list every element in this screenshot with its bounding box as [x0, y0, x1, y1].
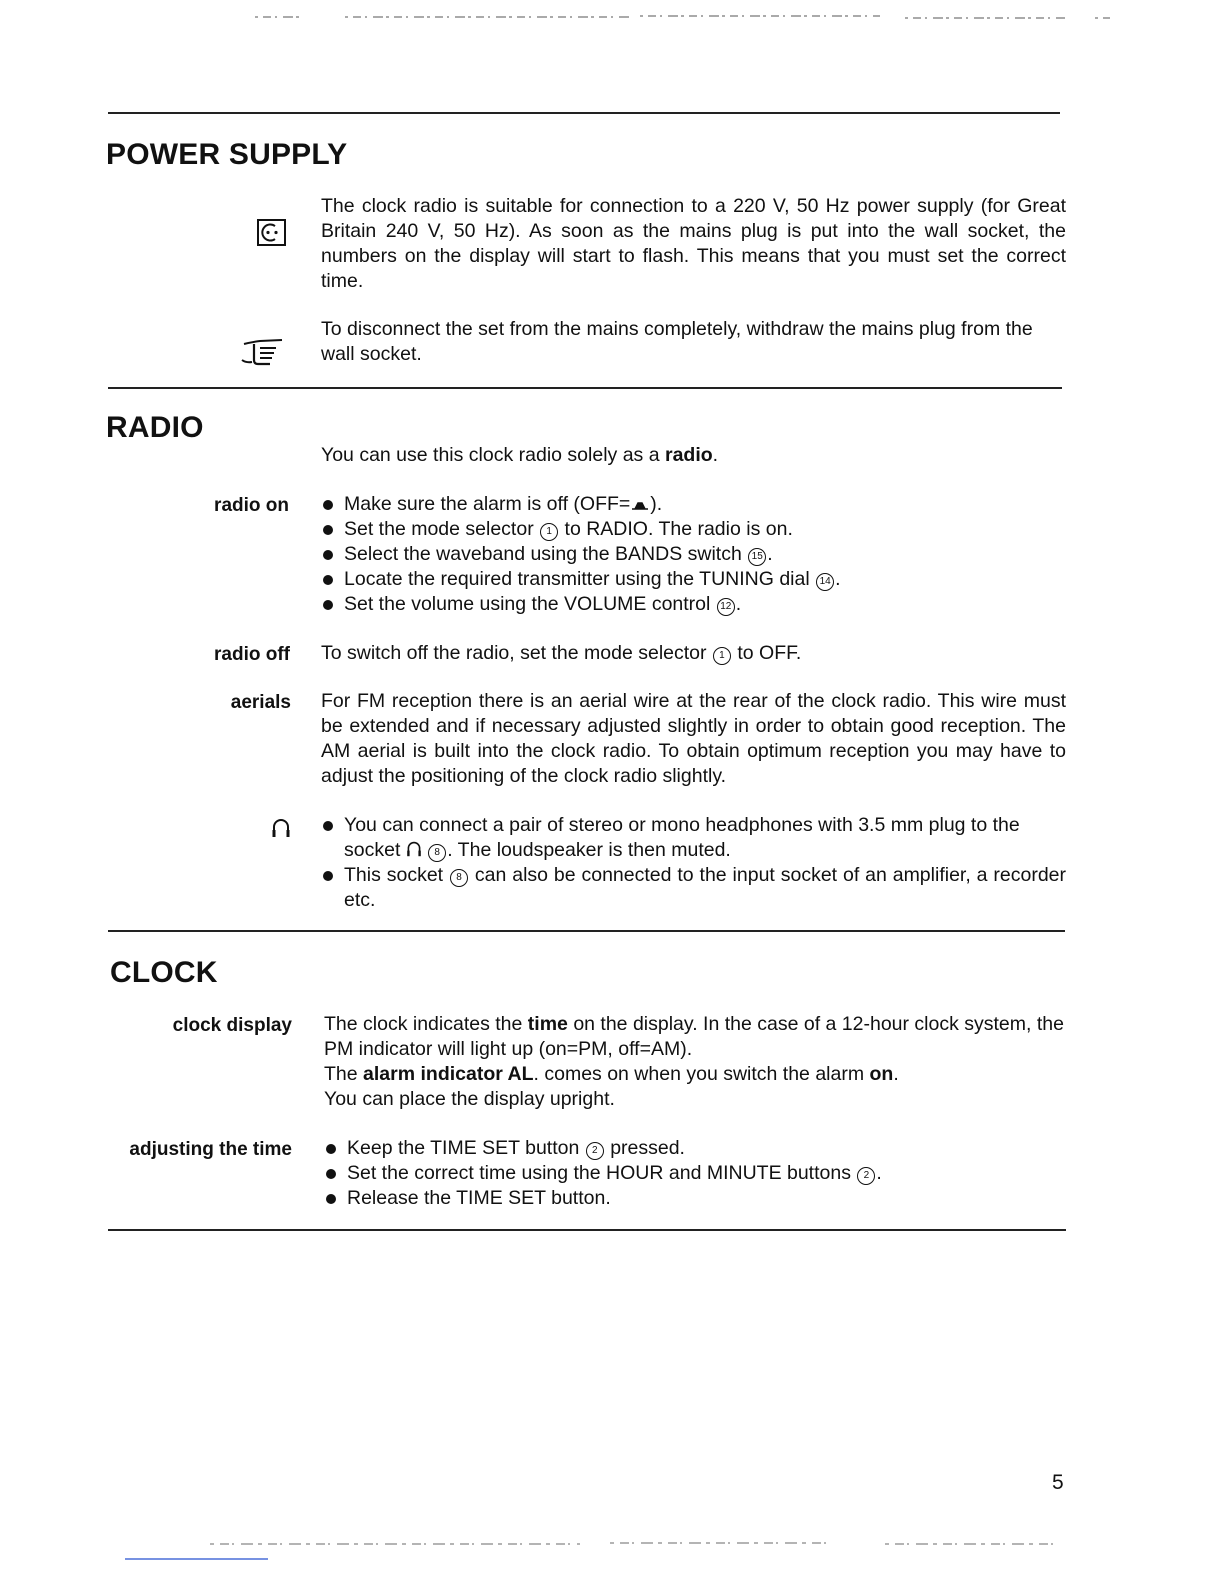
page-number: 5	[1052, 1471, 1064, 1494]
power-paragraph	[321, 194, 1066, 294]
radio-intro	[321, 443, 1066, 468]
clock-text: . comes on when you switch the alarm	[533, 1063, 865, 1085]
scan-noise-top	[0, 12, 1224, 22]
aerials-label: aerials	[230, 692, 291, 713]
headphone-steps	[321, 813, 1066, 913]
control-number: 8	[450, 869, 468, 887]
step-text-end: ).	[650, 493, 663, 515]
socket-step-text: This socket	[344, 864, 444, 886]
list-item	[321, 492, 1066, 517]
step-text-end: to RADIO. The radio is on.	[564, 518, 793, 540]
radio-intro-text: You can use this clock radio solely as a	[321, 444, 660, 466]
list-item	[321, 863, 1066, 913]
step-text: Set the correct time using the HOUR and MINUTE buttons	[347, 1162, 851, 1184]
control-number: 1	[713, 647, 731, 665]
power-connection-text: The clock radio is suitable for connection to a 220 V, 50 Hz power supply (for Great Britain 240 V, 50 Hz). As soon as the mains plug is put into the wall socket, the numbers on the display will start to flash. This means that you must set the correct time.	[321, 195, 1066, 292]
control-number: 2	[586, 1142, 604, 1160]
control-number: 15	[748, 548, 766, 566]
list-item	[321, 813, 1066, 863]
radio-off-post: to OFF.	[737, 642, 802, 664]
headphones-icon	[271, 817, 291, 839]
list-item	[324, 1186, 1066, 1211]
step-text: Release the TIME SET button.	[347, 1187, 611, 1209]
power-supply-heading: POWER SUPPLY	[106, 138, 348, 171]
clock-text: The	[324, 1063, 358, 1085]
step-text-end: .	[735, 593, 742, 615]
clock-heading: CLOCK	[110, 956, 218, 989]
power-disconnect	[321, 317, 1066, 367]
radio-intro-period: .	[712, 444, 719, 466]
step-text: Make sure the alarm is off (OFF=	[344, 493, 631, 515]
step-text: Locate the required transmitter using the TUNING dial	[344, 568, 810, 590]
clock-display-text	[324, 1012, 1066, 1112]
step-text-end: .	[876, 1162, 882, 1184]
clock-emphasis: alarm indicator AL	[363, 1063, 534, 1085]
list-item	[324, 1161, 1066, 1186]
clock-text: .	[893, 1063, 899, 1085]
clock-text: on the display. In the case of a 12-hour clock system, the PM indicator will light up (on=PM, off=AM).	[324, 1013, 1064, 1060]
step-text-end: .	[835, 568, 841, 590]
section-rule	[108, 1229, 1066, 1231]
power-disconnect-text: To disconnect the set from the mains completely, withdraw the mains plug from the wall socket.	[321, 318, 1033, 365]
step-text-end: pressed.	[610, 1137, 685, 1159]
control-number: 1	[540, 523, 558, 541]
step-text: Select the waveband using the BANDS switch	[344, 543, 742, 565]
adjusting-time-label: adjusting the time	[129, 1139, 292, 1160]
clock-emphasis: on	[869, 1063, 894, 1085]
radio-on-label: radio on	[214, 495, 289, 516]
socket-step-end: can also be connected to the input socket of an amplifier, a recorder etc.	[344, 864, 1066, 911]
radio-off-text	[321, 641, 1066, 666]
radio-off-pre: To switch off the radio, set the mode selector	[321, 642, 707, 664]
clock-display-label: clock display	[172, 1015, 292, 1036]
scan-noise-bottom	[0, 1540, 1224, 1564]
control-number: 12	[717, 598, 735, 616]
aerials-text: For FM reception there is an aerial wire at the rear of the clock radio. This wire must be extended and if necessary adjusted slightly in order to obtain good reception. The AM aerial is built into the clock radio. To obtain optimum reception you may have to adjust the positioning of the clock radio slightly.	[321, 690, 1066, 787]
control-number: 2	[857, 1167, 875, 1185]
aerials-paragraph	[321, 689, 1066, 789]
clock-text: You can place the display upright.	[324, 1088, 615, 1110]
clock-emphasis: time	[527, 1013, 568, 1035]
section-rule	[108, 387, 1062, 389]
clock-text: The clock indicates the	[324, 1013, 523, 1035]
list-item	[321, 542, 1066, 567]
radio-heading: RADIO	[106, 411, 204, 444]
list-item	[321, 592, 1066, 617]
step-text-end: .	[767, 543, 773, 565]
radio-intro-emphasis: radio	[664, 444, 713, 466]
list-item	[321, 517, 1066, 542]
control-number: 8	[428, 844, 446, 862]
alarm-off-symbol-icon	[631, 500, 649, 510]
headphone-step-end: . The loudspeaker is then muted.	[447, 839, 731, 861]
mains-socket-icon	[256, 218, 288, 248]
control-number: 14	[816, 573, 834, 591]
step-text: Set the volume using the VOLUME control	[344, 593, 711, 615]
list-item	[321, 567, 1066, 592]
pointing-hand-icon	[238, 332, 288, 368]
adjusting-time-steps	[324, 1136, 1066, 1211]
section-rule	[108, 112, 1060, 114]
step-text: Keep the TIME SET button	[347, 1137, 580, 1159]
section-rule	[108, 930, 1065, 932]
list-item	[324, 1136, 1066, 1161]
radio-off-label: radio off	[214, 644, 290, 665]
headphone-socket-icon	[406, 840, 422, 858]
radio-on-steps	[321, 492, 1066, 617]
headphone-step-text: You can connect a pair of stereo or mono headphones with 3.5 mm plug to the socket	[344, 814, 1020, 861]
step-text: Set the mode selector	[344, 518, 534, 540]
